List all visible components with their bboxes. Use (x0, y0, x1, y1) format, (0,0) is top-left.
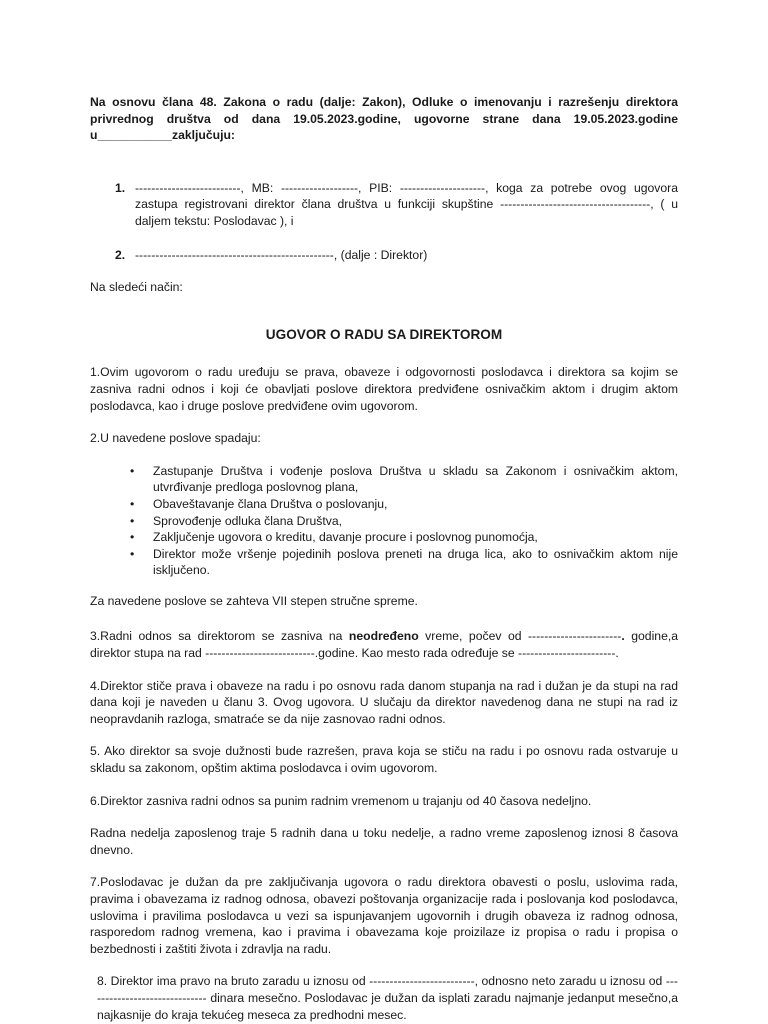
bullet-icon: • (130, 513, 135, 528)
duty-item (90, 496, 678, 513)
duty-item (90, 463, 678, 496)
party-number: 2. (115, 247, 126, 262)
clause-5: 5. Ako direktor sa svoje dužnosti bude razrešen, prava koja se stiču na radu i po osnovu rada ostvaruje u skladu sa zakonom, opštim aktima poslodavca i ovim ugovorom. (90, 744, 678, 776)
party-item-employer (90, 180, 678, 230)
clause-8: 8. Direktor ima pravo na bruto zaradu u iznosu od --------------------------, odnosno neto zaradu u iznosu od ------------------------------ dinara mesečno. Poslodavac je dužan da isplati zaradu najmanje jedanput mesečno,a najkasnije do kraja tekućeg meseca za predhodni mesec. (97, 974, 678, 1022)
clause-3 (90, 628, 678, 661)
duty-item (90, 546, 678, 579)
clause-3-text-b: vreme, počev od ----------------------- (418, 629, 622, 644)
qualification-requirement: Za navedene poslove se zahteva VII stepen stručne spreme. (90, 593, 418, 608)
clause-3-emphasis: neodređeno (348, 629, 419, 644)
clause-6-workweek: Radna nedelja zaposlenog traje 5 radnih dana u toku nedelje, a radno vreme zaposlenog iznosi 8 časova dnevno. (90, 826, 678, 857)
duty-text: Sprovođenje odluka člana Društva, (153, 513, 343, 528)
clause-4: 4.Direktor stiče prava i obaveze na radu i po osnovu rada danom stupanja na rad i dužan je da stupi na rad dana koji je naveden u članu 3. Ovog ugovora. U slučaju da direktor navedenog dana ne stupi na rad iz neopravdanih razloga, smatraće se da nije zasnovao radni odnos. (90, 678, 678, 726)
duty-item (90, 529, 678, 546)
clause-3-text-c: godine,a direktor stupa na rad ---------------------------.godine. Kao mesto rada određuje se ------------------------. (90, 629, 679, 661)
party-number: 1. (115, 180, 126, 195)
intro-paragraph: Na osnovu člana 48. Zakona o radu (dalje: Zakon), Odluke o imenovanju i razrešenju direktora privrednog društva od dana 19.05.2023.godine, ugovorne strane dana 19.05.2023.godine u___________zaključuju: (90, 95, 678, 143)
clause-2-heading: 2.U navedene poslove spadaju: (90, 431, 261, 446)
na-sledeci-nacin: Na sledeći način: (90, 280, 183, 295)
duty-item (90, 513, 678, 530)
clause-3-text-a: 3.Radni odnos sa direktorom se zasniva na (90, 629, 349, 644)
clause-1: 1.Ovim ugovorom o radu uređuju se prava, obaveze i odgovornosti poslodavca i direktora sa kojim se zasniva radni odnos i koji će obavljati poslove direktora predviđene osnivačkim aktom i drugim aktom poslodavca, kao i druge poslove predviđene ovim ugovorom. (90, 365, 678, 413)
duty-text: Direktor može vršenje pojedinih poslova preneti na druga lica, ako to osnivačkim aktom nije isključeno. (153, 546, 678, 578)
clause-3-emphasis-dot: . (621, 629, 625, 644)
duties-list (90, 463, 678, 579)
party-text: -------------------------------------------------, (dalje : Direktor) (135, 247, 428, 262)
parties-list (90, 180, 678, 263)
bullet-icon: • (130, 463, 135, 478)
bullet-icon: • (130, 530, 135, 545)
duty-text: Zaključenje ugovora o kreditu, davanje procure i poslovnog punomoćja, (153, 530, 538, 545)
duty-text: Obaveštavanje člana Društva o poslovanju, (153, 496, 388, 511)
duty-text: Zastupanje Društva i vođenje poslova Društva u skladu sa Zakonom i osnivačkim aktom, utvrđivanje predloga poslovnog plana, (153, 463, 678, 495)
bullet-icon: • (130, 546, 135, 561)
party-item-director (90, 247, 678, 264)
party-text: --------------------------, MB: -------------------, PIB: ---------------------, koga za potrebe ovog ugovora zastupa registrovani direktor člana društva u funkciji skupštine -------------------------------------, ( u daljem tekstu: Poslodavac ), i (135, 180, 678, 228)
clause-6: 6.Direktor zasniva radni odnos sa punim radnim vremenom u trajanju od 40 časova nedeljno. (90, 793, 592, 808)
contract-title: UGOVOR O RADU SA DIREKTOROM (265, 326, 503, 342)
contract-document (90, 94, 678, 1023)
clause-7: 7.Poslodavac je dužan da pre zaključivanja ugovora o radu direktora obavesti o poslu, uslovima rada, pravima i obavezama iz radnog odnosa, obavezi poštovanja organizacije rada i poslovanja kod poslodavca, uslovima i pravilima poslodavca u vezi sa ispunjavanjem ugovornih i drugih obaveza iz radnog odnosa, rasporedom radnog vremena, kao i pravima i obavezama koje proizilaze iz propisa o radu i propisa o bezbednosti i zaštiti života i zdravlja na radu. (90, 875, 678, 956)
bullet-icon: • (130, 496, 135, 511)
